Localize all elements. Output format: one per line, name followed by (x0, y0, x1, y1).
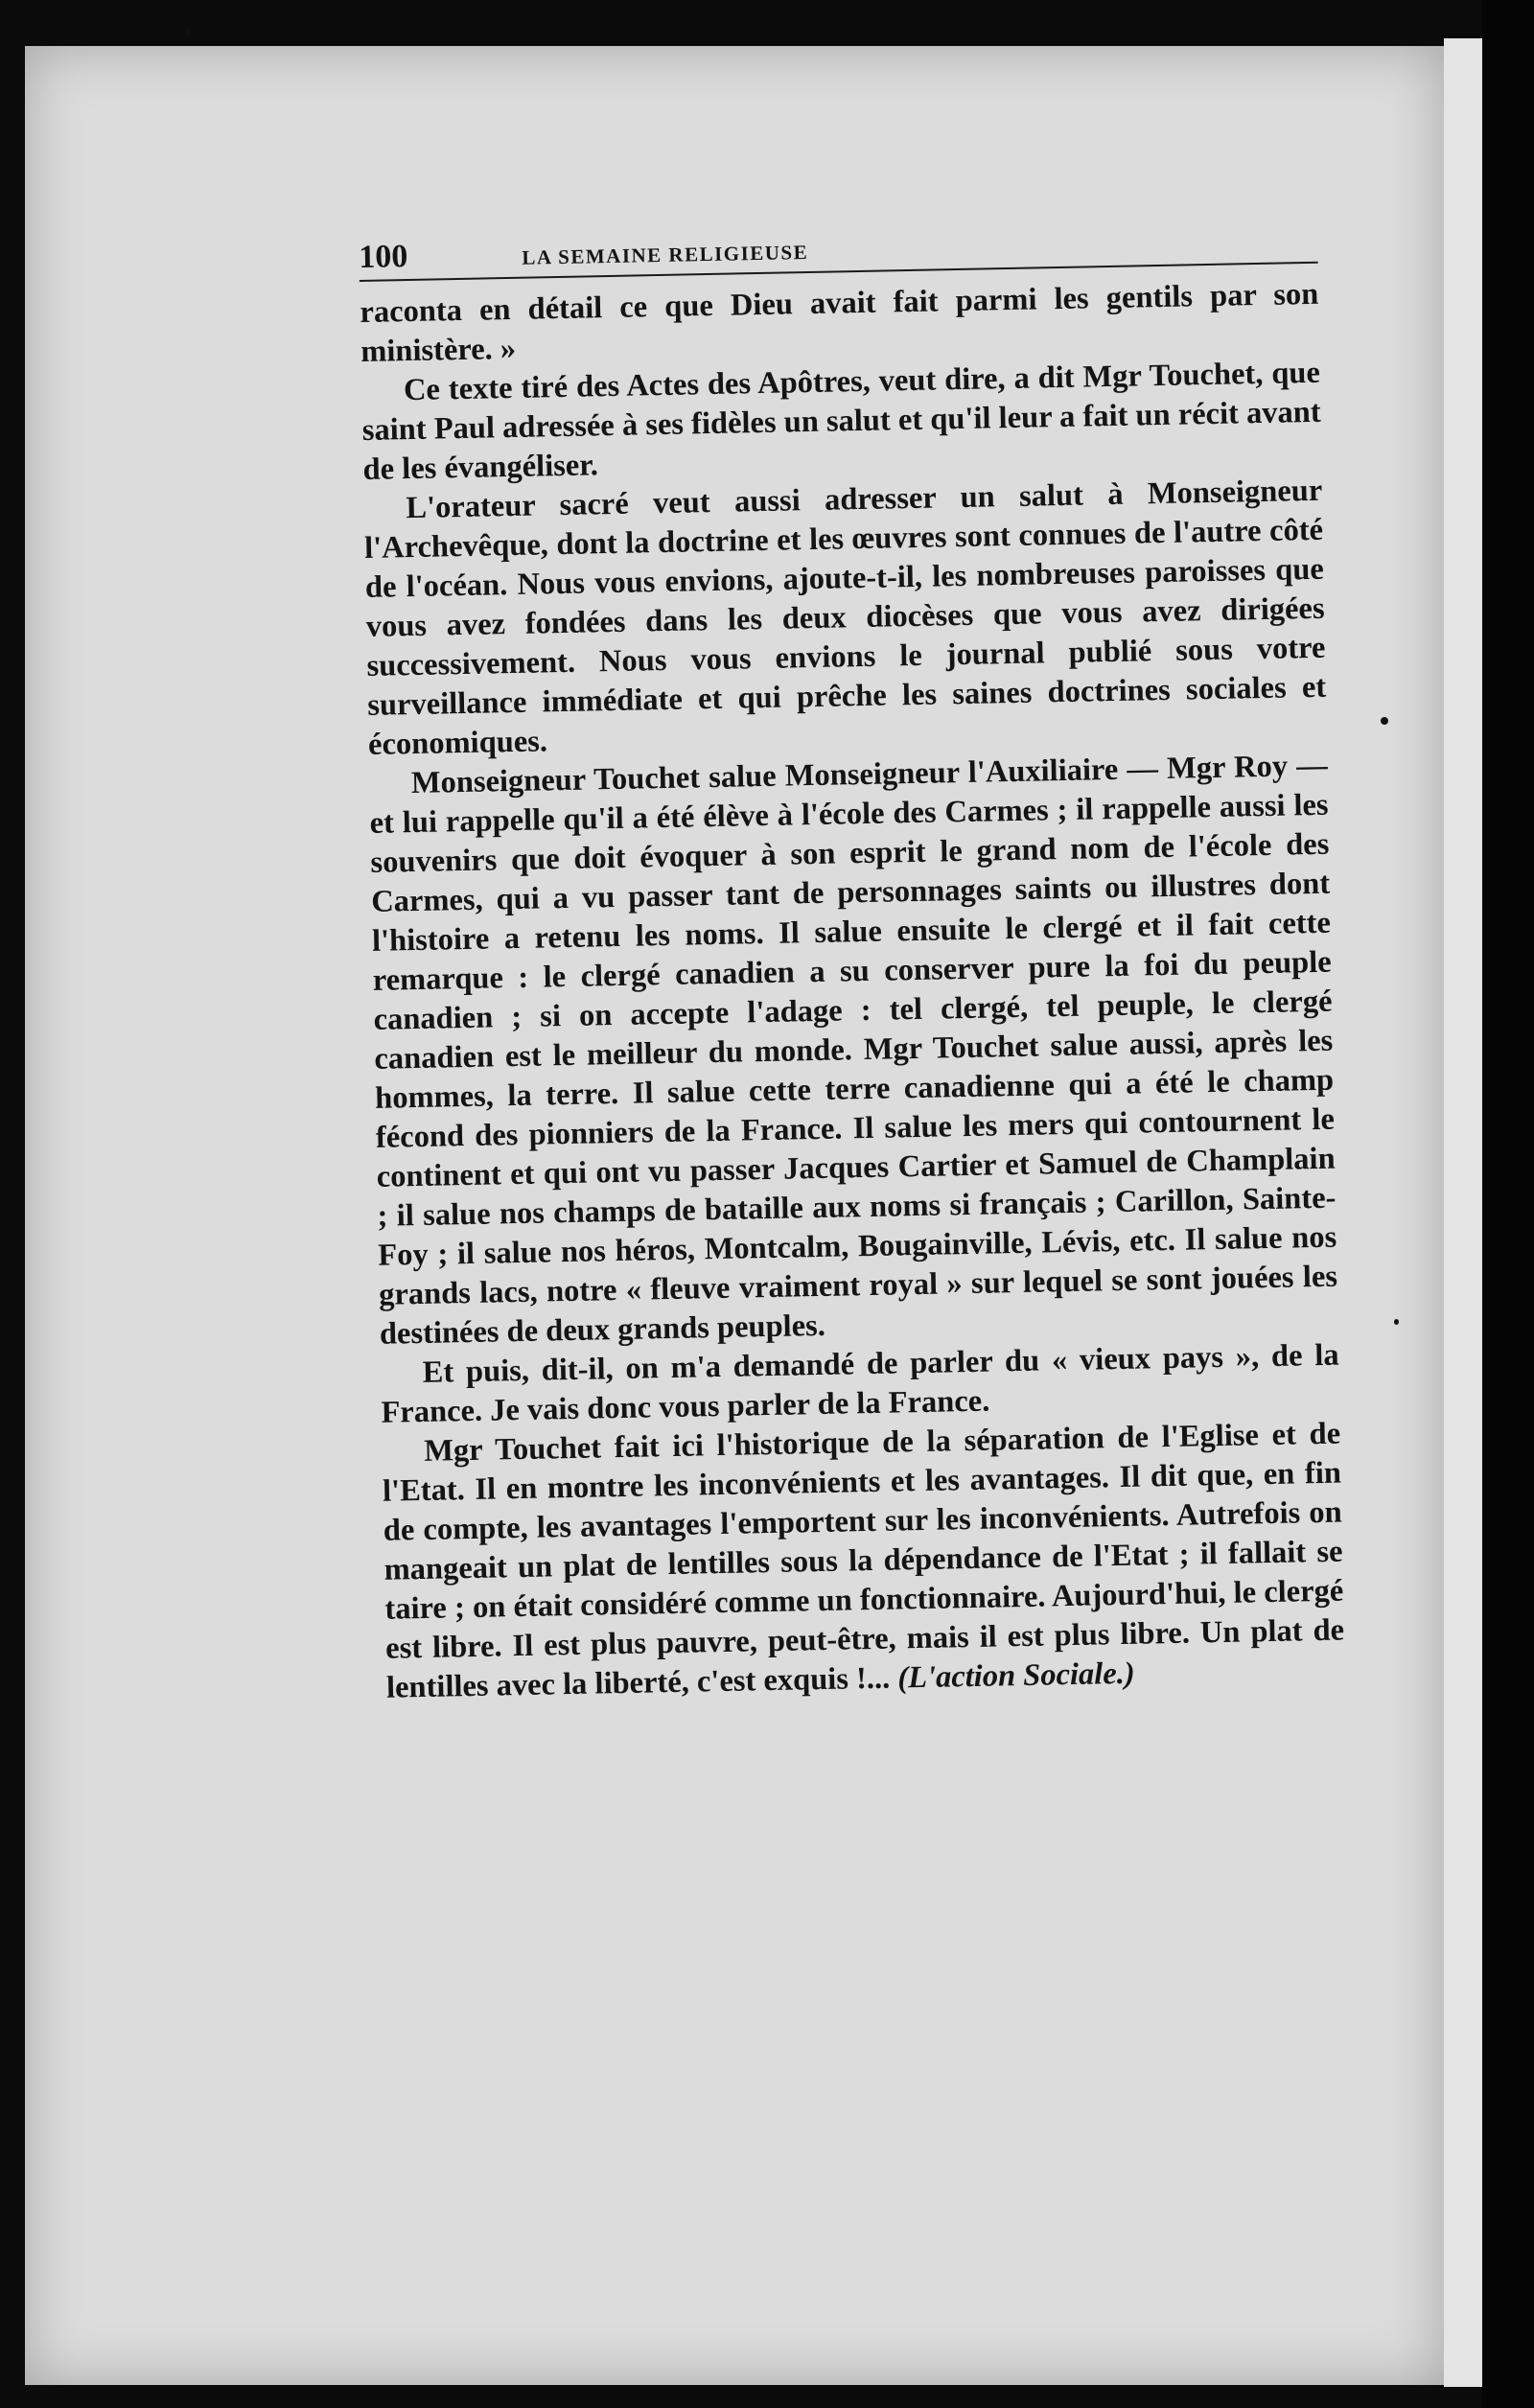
paragraph-separation-text: Mgr Touchet fait ici l'historique de la séparation de l'Eglise et de l'Etat. Il en montre les inconvénients et les avantages. Il dit que, en fin de compte, les avantages l'emportent sur les inconvénients. Autrefois on mangeait un plat de lentilles sous la dépendance de l'Etat ; il fallait se taire ; on était considéré comme un fonctionnaire. Aujourd'hui, le clergé est libre. Il est plus pauvre, peut-être, mais il est plus libre. Un plat de lentilles avec la liberté, c'est exquis !... (382, 1416, 1345, 1705)
running-title: LA SEMAINE RELIGIEUSE (522, 240, 809, 269)
paragraph-old-country: Et puis, dit-il, on m'a demandé de parler du « vieux pays », de la France. Je vais donc vous parler de la France. (381, 1337, 1339, 1430)
scan-speck (186, 27, 190, 36)
paragraph-auxiliary: Monseigneur Touchet salue Monseigneur l'Auxiliaire — Mgr Roy — et lui rappelle qu'il a été élève à l'école des Carmes ; il rappelle aussi les souvenirs que doit évoquer à son esprit le grand nom de l'école des Carmes, qui a vu passer tant de personnages saints ou illustres dont l'histoire a retenu les noms. Il salue ensuite le clergé et il fait cette remarque : le clergé canadien a su conserver pure la foi du peuple canadien ; si on accepte l'adage : tel clergé, tel peuple, le clergé canadien est le meilleur du monde. Mgr Touchet salue aussi, après les hommes, la terre. Il salue cette terre canadienne qui a été le champ fécond des pionniers de la France. Il salue les mers qui contournent le continent et qui ont vu passer Jacques Cartier et Samuel de Champlain ; il salue nos champs de bataille aux noms si français ; Carillon, Sainte-Foy ; il salue nos héros, Montcalm, Bougainville, Lévis, etc. Il salue nos grands lacs, notre « fleuve vraiment royal » sur lequel se sont jouées les destinées de deux grands peuples. (369, 748, 1338, 1352)
scan-speck (1394, 1319, 1399, 1325)
page-content (359, 221, 1345, 1708)
paragraph-archbishop: L'orateur sacré veut aussi adresser un salut à Monseigneur l'Archevêque, dont la doctrine et les œuvres sont connues de l'autre côté de l'océan. Nous vous envions, ajoute-t-il, les nombreuses paroisses que vous avez fondées dans les deux diocèses que vous avez dirigées successivement. Nous vous envions le journal publié sous votre surveillance immédiate et qui prêche les saines doctrines sociales et économiques. (363, 473, 1327, 762)
paragraph-separation (382, 1415, 1345, 1708)
scan-border (1482, 0, 1534, 2408)
source-citation: (L'action Sociale.) (897, 1656, 1135, 1696)
scan-speck (1381, 717, 1388, 725)
page-edge (1444, 38, 1482, 2387)
page-number: 100 (359, 239, 408, 275)
paragraph-acts-text: Ce texte tiré des Actes des Apôtres, veut dire, a dit Mgr Touchet, que saint Paul adressée à ses fidèles un salut et qu'il leur a fait un récit avant de les évangéliser. (361, 355, 1321, 487)
paragraph-continuation: raconta en détail ce que Dieu avait fait parmi les gentils par son ministère. » (360, 276, 1319, 369)
article-body (360, 275, 1345, 1708)
